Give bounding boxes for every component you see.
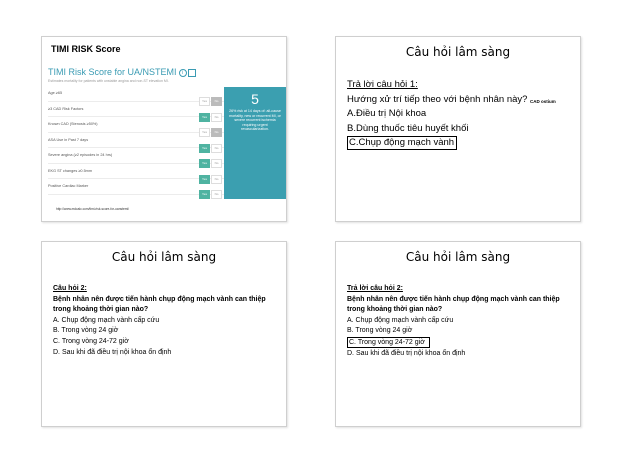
slide-title: Câu hỏi lâm sàng <box>405 45 511 59</box>
question-line-2: trong khoảng thời gian nào? <box>53 306 149 314</box>
slide-answer-2 <box>335 241 581 427</box>
slide-title: Câu hỏi lâm sàng <box>405 250 511 264</box>
slide-question-2 <box>41 241 287 427</box>
no-button[interactable]: No <box>211 190 222 199</box>
option-c: C. Trong vòng 24-72 giờ <box>53 337 129 345</box>
criteria-label: Severe angina (≥2 episodes in 24 hrs) <box>48 153 113 157</box>
criteria-row <box>48 133 224 149</box>
question-heading: Câu hỏi 2: <box>53 285 87 292</box>
no-button[interactable]: No <box>211 175 222 184</box>
criteria-row <box>48 164 224 180</box>
yes-button[interactable]: Yes <box>199 128 210 137</box>
option-a: A. Chụp động mạch vành cấp cứu <box>347 316 454 324</box>
calendar-icon <box>188 69 196 77</box>
criteria-label: Known CAD (Stenosis ≥50%) <box>48 122 98 126</box>
slide-timi-risk-score <box>41 36 287 222</box>
slide-body <box>347 284 560 359</box>
info-icon: i <box>179 69 187 77</box>
result-text: 26% risk at 14 days of: all-cause mortality, new or recurrent MI, or severe recurrent ischemia requiring urgent revascularization. <box>229 109 281 132</box>
slide-title: TIMI RISK Score <box>51 44 121 54</box>
question-line-2: trong khoảng thời gian nào? <box>347 306 443 314</box>
criteria-label: Age ≥65 <box>48 91 63 95</box>
option-b: B. Trong vòng 24 giờ <box>53 327 119 335</box>
option-d: D. Sau khi đã điều trị nội khoa ổn định <box>347 349 466 357</box>
question-line-1: Bệnh nhân nên được tiến hành chụp động mạch vành can thiệp <box>53 295 266 303</box>
option-a: A. Chụp động mạch vành cấp cứu <box>53 316 160 324</box>
criteria-row <box>48 86 224 102</box>
annotation-note: CAD ostium <box>530 99 556 104</box>
criteria-row <box>48 179 224 195</box>
criteria-label: ASA Use in Past 7 days <box>48 137 89 142</box>
criteria-label: ≥3 CAD Risk Factors <box>48 106 84 111</box>
yes-button[interactable]: Yes <box>199 159 210 168</box>
answer-heading: Trả lời câu hỏi 1: <box>347 79 418 90</box>
yes-button[interactable]: Yes <box>199 190 210 199</box>
result-panel <box>224 87 286 199</box>
no-button[interactable]: No <box>211 144 222 153</box>
answer-heading: Trả lời câu hỏi 2: <box>347 285 403 292</box>
yes-button[interactable]: Yes <box>199 144 210 153</box>
option-b: B.Dùng thuốc tiêu huyết khối <box>347 122 469 134</box>
source-link[interactable]: http://www.mdcalc.com/timi-risk-score-for-uanstemi/ <box>56 207 129 211</box>
criteria-label: EKG ST changes ≥0.5mm <box>48 168 93 173</box>
slide-body <box>347 78 527 151</box>
calculator-title: TIMI Risk Score for UA/NSTEMI i <box>48 67 196 77</box>
option-c-highlighted: C. Trong vòng 24-72 giờ <box>347 337 430 348</box>
option-c-highlighted: C.Chụp động mạch vành <box>347 136 457 150</box>
no-button[interactable]: No <box>211 128 222 137</box>
criteria-label: Positive Cardiac Marker <box>48 184 89 188</box>
no-button[interactable]: No <box>211 97 222 106</box>
score-value: 5 <box>251 91 259 107</box>
yes-button[interactable]: Yes <box>199 113 210 122</box>
no-button[interactable]: No <box>211 159 222 168</box>
criteria-list <box>48 86 224 195</box>
slide-title: Câu hỏi lâm sàng <box>111 250 217 264</box>
option-d: D. Sau khi đã điều trị nội khoa ổn định <box>53 348 172 356</box>
calculator-subtitle: Estimates mortality for patients with unstable angina and non-ST elevation MI. <box>48 79 169 83</box>
slide-answer-1 <box>335 36 581 222</box>
criteria-row <box>48 117 224 133</box>
criteria-row <box>48 102 224 118</box>
criteria-row <box>48 148 224 164</box>
question-text: Hướng xử trí tiếp theo với bệnh nhân này? <box>347 93 528 105</box>
slide-body <box>53 284 266 358</box>
option-b: B. Trong vòng 24 giờ <box>347 327 413 335</box>
option-a: A.Điều trị Nội khoa <box>347 108 427 119</box>
no-button[interactable]: No <box>211 113 222 122</box>
yes-button[interactable]: Yes <box>199 175 210 184</box>
yes-button[interactable]: Yes <box>199 97 210 106</box>
question-line-1: Bệnh nhân nên được tiến hành chụp động mạch vành can thiệp <box>347 295 560 303</box>
